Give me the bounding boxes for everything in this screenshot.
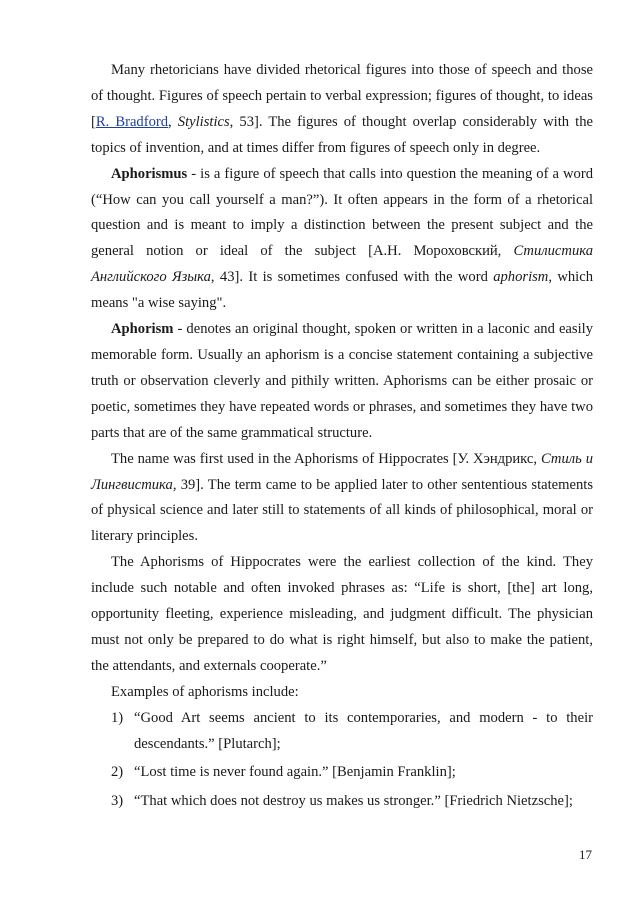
list-item: 3) “That which does not destroy us makes us stronger.” [Friedrich Nietzsche];: [111, 793, 573, 810]
bradford-link[interactable]: R. Bradford: [95, 113, 169, 130]
list-item: 1) “Good Art seems ancient to its contemporaries, and modern - to their descendants.” [Plutarch];: [111, 709, 593, 752]
paragraph-figures: Many rhetoricians have divided rhetorical figures into those of speech and those of thought. Figures of speech pertain to verbal expression; figures of thought, to ideas [R. Bradford, Stylistics, 53]. The figures of thought overlap considerably with the topics of invention, and at times differ from figures of speech only in degree.: [91, 62, 594, 156]
page-body: [91, 58, 593, 815]
paragraph-aphorism: Aphorism - denotes an original thought, spoken or written in a laconic and easily memorable form. Usually an aphorism is a concise statement containing a subjective truth or observation cleverly and pithily written. Aphorisms can be either prosaic or poetic, sometimes they have repeated words or phrases, and sometimes they have two parts that are of the same grammatical structure.: [91, 321, 593, 441]
paragraph-hippocrates: The Aphorisms of Hippocrates were the earliest collection of the kind. They include such notable and often invoked phrases as: “Life is short, [the] art long, opportunity fleeting, experience misleading, and judgment difficult. The physician must not only be prepared to do what is right himself, but also to make the patient, the attendants, and externals cooperate.”: [91, 554, 593, 674]
examples-list: [91, 706, 593, 816]
term-aphorism: Aphorism: [111, 321, 174, 338]
paragraph-aphorismus: Aphorismus - is a figure of speech that calls into question the meaning of a word (“How can you call yourself a man?”). It often appears in the form of a rhetorical question and is meant to imply a distinction between the present subject and the general notion or ideal of the subject [А.Н. Мороховский, Стилистика Английского Языка, 43]. It is sometimes confused with the word aphorism, which means "a wise saying".: [91, 165, 593, 312]
paragraph-name-origin: The name was first used in the Aphorisms of Hippocrates [У. Хэндрикс, Стиль и Лингвистика, 39]. The term came to be applied later to other sententious statements of physical science and later still to statements of all kinds of philosophical, moral or literary principles.: [91, 450, 593, 545]
term-aphorismus: Aphorismus: [111, 165, 188, 182]
page-number: 17: [579, 847, 592, 862]
paragraph-examples-intro: Examples of aphorisms include:: [111, 683, 299, 700]
list-item: 2) “Lost time is never found again.” [Benjamin Franklin];: [111, 764, 456, 781]
